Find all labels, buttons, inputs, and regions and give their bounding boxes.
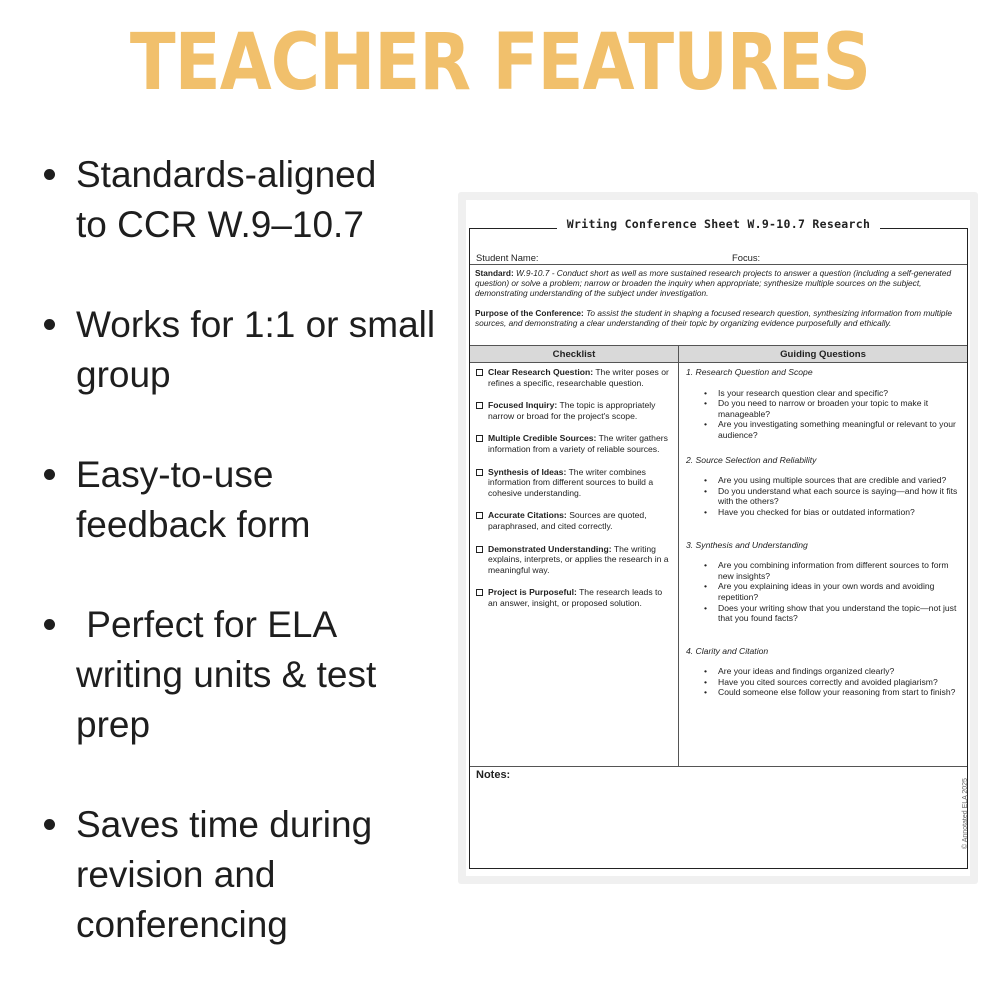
checklist-header: Checklist bbox=[552, 349, 596, 360]
guiding-question: • Are you using multiple sources that are credible and varied? bbox=[686, 475, 966, 486]
guiding-question: • Is your research question clear and specific? bbox=[686, 388, 966, 399]
guiding-question: • Are you combining information from different sources to form new insights? bbox=[686, 560, 966, 581]
bullet-icon bbox=[44, 619, 55, 630]
student-name-row bbox=[470, 249, 967, 265]
guiding-section bbox=[686, 540, 966, 624]
worksheet-title: Writing Conference Sheet W.9-10.7 Research bbox=[470, 219, 967, 230]
checklist-item-label: Project is Purposeful: bbox=[488, 587, 577, 598]
bullet-icon bbox=[44, 169, 55, 180]
column-divider bbox=[678, 345, 679, 766]
checklist-item-label: Accurate Citations: bbox=[488, 510, 567, 521]
feature-item bbox=[40, 300, 460, 400]
checklist-item-label: Demonstrated Understanding: bbox=[488, 543, 612, 554]
checkbox-icon bbox=[476, 512, 483, 519]
notes-label: Notes: bbox=[476, 769, 511, 781]
checkbox-icon bbox=[476, 469, 483, 476]
checklist-item-label: Clear Research Question: bbox=[488, 367, 594, 377]
table-header bbox=[470, 345, 967, 363]
guiding-question: • Are you explaining ideas in your own words and avoiding repetition? bbox=[686, 581, 966, 602]
checklist-item-text: The topic is appropriately narrow or broad for the project's scope. bbox=[488, 400, 656, 421]
guiding-question: • Have you checked for bias or outdated information? bbox=[686, 507, 966, 518]
feature-text: Perfect for ELA writing units & test prep bbox=[76, 604, 377, 745]
checklist-item-text: The writer gathers information from a variety of reliable sources. bbox=[488, 433, 668, 454]
guiding-question: • Do you understand what each source is saying—and how it fits with the others? bbox=[686, 486, 966, 507]
purpose-text: To assist the student in shaping a focused research question, synthesizing information from multiple sources, and demonstrating a clear understanding of their topic by organizing evidence purposefully and ethically. bbox=[475, 308, 952, 328]
checklist-item-label: Synthesis of Ideas: bbox=[488, 466, 567, 477]
bullet-icon bbox=[44, 319, 55, 330]
feature-item bbox=[40, 800, 460, 950]
standard-text: W.9-10.7 - Conduct short as well as more sustained research projects to answer a question (including a self-generated question) or solve a problem; narrow or broaden the inquiry when appropriate; synthesize multiple sources on the subject, demonstrating understanding of the subject under investigation. bbox=[475, 268, 952, 298]
checkbox-icon bbox=[476, 369, 483, 376]
focus-label: Focus: bbox=[732, 252, 761, 263]
page-title: TEACHER FEATURES bbox=[129, 18, 871, 108]
feature-text: Works for 1:1 or small group bbox=[76, 304, 436, 395]
guiding-question: • Have you cited sources correctly and avoided plagiarism? bbox=[686, 677, 966, 688]
guiding-question: • Does your writing show that you understand the topic—not just that you found facts? bbox=[686, 603, 966, 624]
guiding-question: • Are you investigating something meaningful or relevant to your audience? bbox=[686, 419, 966, 440]
feature-item bbox=[40, 600, 460, 750]
checklist-item bbox=[476, 587, 672, 608]
bullet-icon bbox=[44, 469, 55, 480]
guiding-section bbox=[686, 455, 966, 518]
checklist-item bbox=[476, 400, 672, 421]
checklist-item-text: Sources are quoted, paraphrased, and cited correctly. bbox=[488, 510, 647, 531]
checklist-item-label: Focused Inquiry: bbox=[488, 400, 558, 411]
student-name-label: Student Name: bbox=[476, 252, 539, 263]
table-bottom-rule bbox=[470, 766, 967, 767]
guiding-questions-header: Guiding Questions bbox=[780, 349, 866, 360]
feature-text: Saves time during revision and conferencing bbox=[76, 804, 373, 945]
guiding-questions-column bbox=[686, 367, 966, 712]
checklist-item bbox=[476, 367, 672, 388]
guiding-section-title: 2. Source Selection and Reliability bbox=[686, 454, 817, 465]
standard-label: Standard: bbox=[475, 268, 514, 278]
checkbox-icon bbox=[476, 589, 483, 596]
checklist-item bbox=[476, 467, 672, 499]
checkbox-icon bbox=[476, 435, 483, 442]
checklist-item-text: The writing explains, interprets, or applies the research in a meaningful way. bbox=[488, 543, 669, 575]
feature-text: Standards-aligned to CCR W.9–10.7 bbox=[76, 154, 377, 245]
checklist-item-text: The research leads to an answer, insight, or proposed solution. bbox=[488, 587, 663, 608]
feature-text: Easy-to-use feedback form bbox=[76, 454, 311, 545]
worksheet-preview bbox=[466, 200, 970, 876]
checklist-item-text: The writer poses or refines a specific, researchable question. bbox=[488, 367, 669, 388]
checkbox-icon bbox=[476, 546, 483, 553]
checkbox-icon bbox=[476, 402, 483, 409]
guiding-section bbox=[686, 646, 966, 698]
guiding-question: • Could someone else follow your reasoning from start to finish? bbox=[686, 687, 966, 698]
guiding-question: • Do you need to narrow or broaden your topic to make it manageable? bbox=[686, 398, 966, 419]
guiding-question: • Are your ideas and findings organized clearly? bbox=[686, 666, 966, 677]
checklist-item bbox=[476, 544, 672, 576]
guiding-section-title: 1. Research Question and Scope bbox=[686, 367, 813, 377]
checklist-item-text: The writer combines information from different sources to build a cohesive understanding. bbox=[488, 466, 654, 498]
bullet-icon bbox=[44, 819, 55, 830]
feature-item bbox=[40, 450, 460, 550]
checklist-item bbox=[476, 510, 672, 531]
copyright-text: © Annotated ELA 2025 bbox=[962, 778, 969, 849]
guiding-section bbox=[686, 367, 966, 441]
checklist-item-label: Multiple Credible Sources: bbox=[488, 433, 597, 444]
feature-item bbox=[40, 150, 460, 250]
checklist-column bbox=[476, 367, 672, 621]
guiding-section-title: 4. Clarity and Citation bbox=[686, 645, 769, 656]
standard-box bbox=[470, 265, 967, 345]
guiding-section-title: 3. Synthesis and Understanding bbox=[686, 539, 808, 550]
worksheet-frame bbox=[469, 217, 969, 869]
purpose-label: Purpose of the Conference: bbox=[475, 308, 584, 318]
checklist-item bbox=[476, 433, 672, 454]
